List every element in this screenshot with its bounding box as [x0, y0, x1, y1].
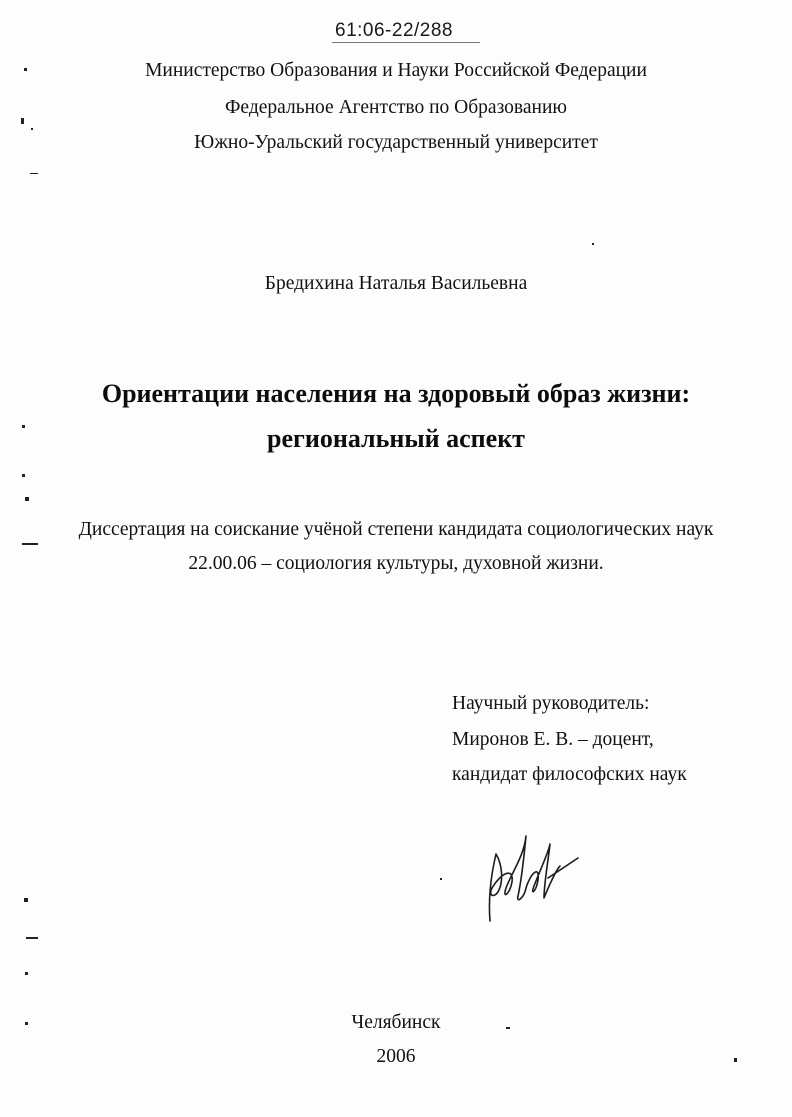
scan-speck: [440, 878, 442, 880]
university-name: Южно-Уральский государственный университет: [194, 132, 598, 153]
scan-speck: [592, 243, 594, 245]
scan-speck: [22, 543, 38, 545]
thesis-title-line-1: Ориентации населения на здоровый образ жизни:: [101, 379, 691, 408]
specialty-code: 22.00.06 – социология культуры, духовной жизни.: [188, 553, 604, 574]
supervisor-label: Научный руководитель:: [452, 693, 650, 714]
scan-speck: [30, 173, 38, 174]
scan-speck: [25, 1022, 28, 1025]
agency-name: Федеральное Агентство по Образованию: [225, 97, 567, 118]
archive-stamp: 61:06-22/288: [335, 20, 453, 41]
handwritten-signature: [478, 826, 583, 926]
scan-speck: [25, 972, 28, 975]
scan-speck: [22, 425, 25, 428]
supervisor-degree: кандидат философских наук: [452, 764, 687, 785]
author-name: Бредихина Наталья Васильевна: [264, 273, 528, 294]
scan-speck: [506, 1027, 510, 1029]
year: 2006: [376, 1046, 416, 1067]
scan-speck: [24, 898, 28, 902]
scan-speck: [734, 1058, 737, 1062]
ministry-name: Министерство Образования и Науки Российской Федерации: [145, 60, 647, 81]
scan-speck: [24, 68, 27, 71]
stamp-underline: [332, 42, 480, 43]
degree-description: Диссертация на соискание учёной степени кандидата социологических наук: [78, 519, 714, 540]
scan-speck: [25, 497, 29, 501]
city-name: Челябинск: [351, 1012, 441, 1033]
thesis-title-line-2: региональный аспект: [267, 424, 525, 453]
scan-speck: [22, 474, 25, 477]
supervisor-name: Миронов Е. В. – доцент,: [452, 729, 654, 750]
scan-speck: [31, 128, 33, 130]
scan-speck: [21, 118, 24, 124]
scan-speck: [26, 937, 38, 939]
